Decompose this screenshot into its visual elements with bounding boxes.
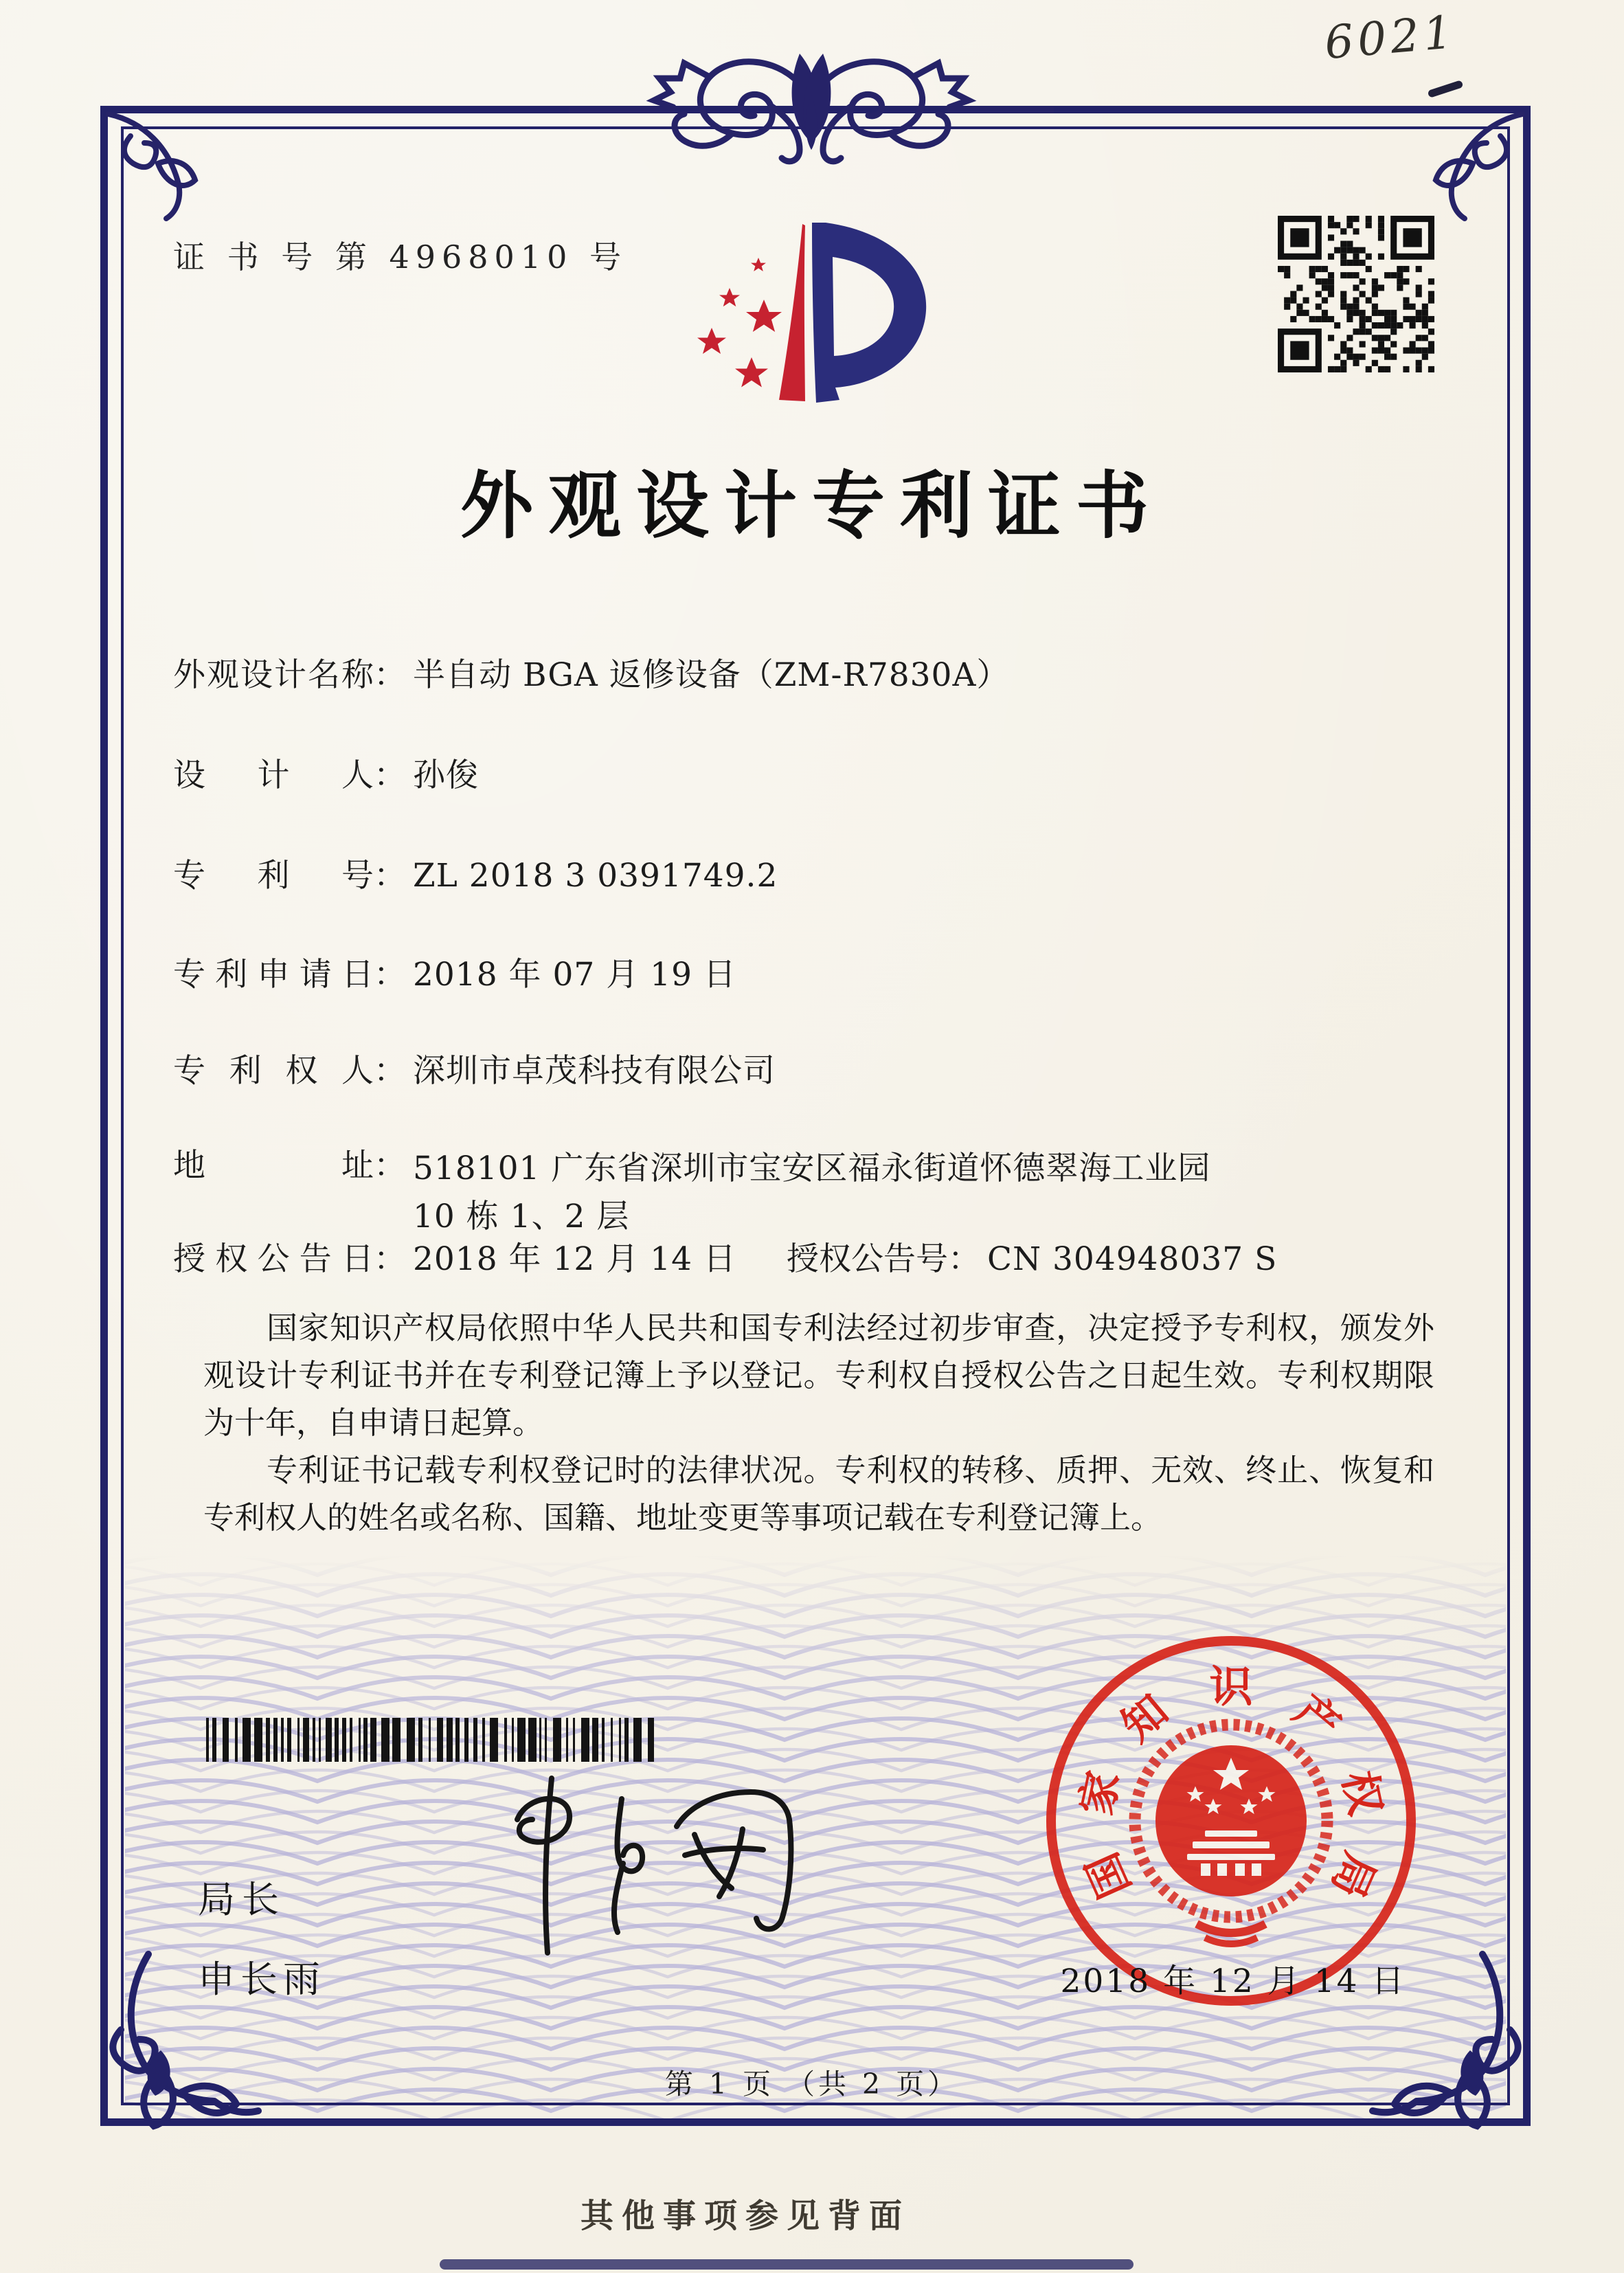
certificate-title: 外观设计专利证书 <box>460 462 1164 548</box>
field-value: 半自动 BGA 返修设备（ZM-R7830A） <box>413 656 1010 694</box>
field-application-date: 专利申请日： 2018 年 07 月 19 日 <box>173 954 736 996</box>
field-label: 专利号 <box>173 857 374 895</box>
field-design-name: 外观设计名称： 半自动 BGA 返修设备（ZM-R7830A） <box>173 654 1009 697</box>
field-grant-publication-number: 授权公告号： CN 304948037 S <box>787 1238 1277 1281</box>
field-grant-date: 授权公告日： 2018 年 12 月 14 日 <box>173 1238 736 1281</box>
legal-paragraph-2: 专利证书记载专利权登记时的法律状况。专利权的转移、质押、无效、终止、恢复和专利权人的姓名或名称、国籍、地址变更等事项记载在专利登记簿上。 <box>203 1452 1434 1536</box>
cnipa-patent-logo <box>687 214 941 425</box>
corner-floral-top-right <box>1411 109 1528 225</box>
legal-text <box>203 1304 1434 1541</box>
field-designer: 设计人： 孙俊 <box>173 754 479 797</box>
field-label: 授权公告号 <box>787 1240 948 1278</box>
seal-ring-char: 知 <box>1112 1684 1178 1751</box>
page-indicator: 第 1 页 （共 2 页） <box>664 2068 960 2101</box>
seal-ring-char: 家 <box>1070 1766 1129 1819</box>
seal-ring-char: 局 <box>1321 1845 1386 1906</box>
seal-ring-char: 权 <box>1333 1766 1392 1819</box>
back-side-note: 其他事项参见背面 <box>580 2197 910 2235</box>
field-label: 专利申请日 <box>173 956 374 994</box>
field-value: CN 304948037 S <box>987 1240 1278 1278</box>
field-label: 设计人 <box>173 757 374 794</box>
field-value: 深圳市卓茂科技有限公司 <box>413 1052 776 1090</box>
logo-stars <box>697 258 782 387</box>
field-value: 2018 年 12 月 14 日 <box>413 1240 736 1278</box>
legal-paragraph-1: 国家知识产权局依照中华人民共和国专利法经过初步审查，决定授予专利权，颁发外观设计专利证书并在专利登记簿上予以登记。专利权自授权公告之日起生效。专利权期限为十年，自申请日起算。 <box>203 1310 1434 1441</box>
scan-edge-mark <box>440 2259 1134 2270</box>
field-value: 2018 年 07 月 19 日 <box>413 956 736 994</box>
field-label: 外观设计名称 <box>173 656 374 694</box>
commissioner-signature <box>374 1752 821 1979</box>
commissioner-title: 局长 <box>198 1878 286 1921</box>
qr-code <box>1278 216 1434 372</box>
certificate-number: 证 书 号 第 4968010 号 <box>173 238 627 276</box>
logo-blue-p <box>812 223 926 403</box>
seal-ring-char: 识 <box>1209 1661 1253 1712</box>
pen-mark <box>1428 80 1464 98</box>
field-label: 地址 <box>173 1147 374 1185</box>
field-patent-number: 专利号： ZL 2018 3 0391749.2 <box>173 855 778 897</box>
seal-date: 2018 年 12 月 14 日 <box>1060 1962 1406 2000</box>
field-label: 专利权人 <box>173 1052 374 1090</box>
seal-ring-char: 国 <box>1076 1845 1141 1906</box>
field-value: ZL 2018 3 0391749.2 <box>413 857 778 895</box>
field-patentee: 专利权人： 深圳市卓茂科技有限公司 <box>173 1050 776 1093</box>
field-value: 518101 广东省深圳市宝安区福永街道怀德翠海工业园 10 栋 1、2 层 <box>413 1150 1211 1235</box>
corner-floral-top-left <box>103 109 220 225</box>
commissioner-name: 申长雨 <box>198 1958 326 2001</box>
seal-ring-char: 产 <box>1284 1684 1351 1751</box>
dragon-ornament <box>569 29 1054 170</box>
handwritten-note: 6021 <box>1322 5 1458 70</box>
field-value: 孙俊 <box>413 757 479 794</box>
field-address: 地址： 518101 广东省深圳市宝安区福永街道怀德翠海工业园 10 栋 1、2 层 <box>173 1145 1244 1241</box>
logo-red-wedge <box>779 224 805 401</box>
field-label: 授权公告日 <box>173 1240 374 1278</box>
